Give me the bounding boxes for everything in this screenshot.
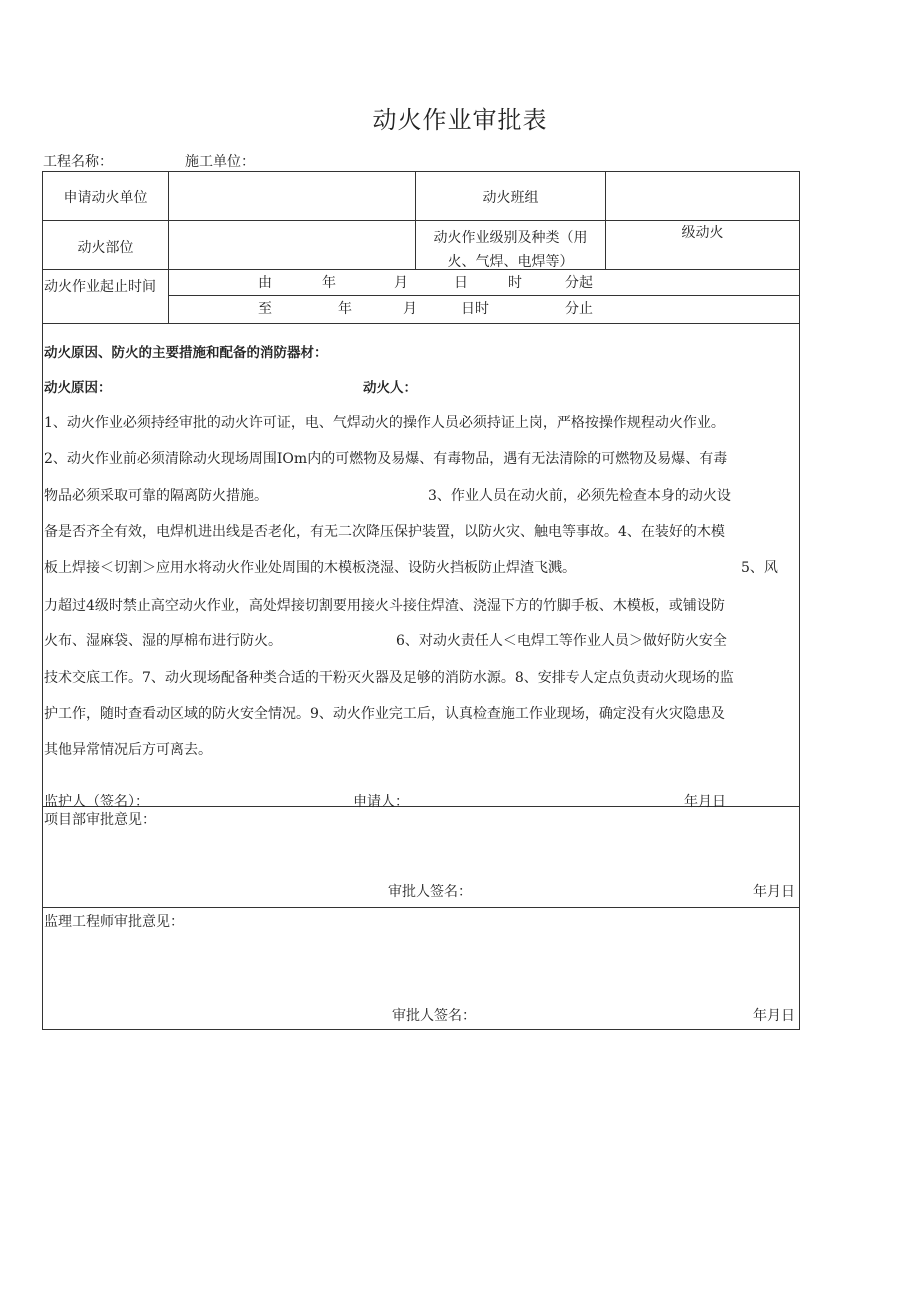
fire-person-label: 动火人：	[363, 380, 417, 396]
supervisor-approval-field[interactable]	[43, 932, 799, 997]
fire-team-label: 动火班组	[482, 190, 539, 206]
time-from-text: 由	[258, 275, 272, 291]
measure-line: 板上焊接＜切割＞应用水将动火作业处周围的木模板浇湿、设防火挡板防止焊渣飞溅。	[44, 560, 576, 576]
supervisor-signer-label: 审批人签名：	[392, 1008, 476, 1024]
measure-line: 6、对动火责任人＜电焊工等作业人员＞做好防火安全	[396, 633, 727, 649]
project-date-label: 年月日	[753, 884, 795, 900]
fire-level-type-label-2: 火、气焊、电焊等）	[447, 254, 574, 270]
apply-unit-field[interactable]	[169, 172, 415, 220]
time-from-day: 日	[454, 275, 468, 291]
measure-line: 备是否齐全有效，电焊机进出线是否老化，有无二次降压保护装置，以防火灾、触电等事故。4、在装好的木模	[44, 524, 725, 540]
fire-level-type-label-1: 动火作业级别及种类（用	[433, 230, 588, 246]
supervisor-approval-label: 监理工程师审批意见：	[44, 914, 184, 930]
time-from-hour: 时	[508, 275, 522, 291]
measure-line: 物品必须采取可靠的隔离防火措施。	[44, 488, 268, 504]
project-approval-field[interactable]	[43, 830, 799, 875]
measure-line: 1、动火作业必须持经审批的动火许可证，电、气焊动火的操作人员必须持证上岗，严格按操作规程动火作业。	[44, 415, 725, 431]
measure-line: 力超过4级时禁止高空动火作业，高处焊接切割要用接火斗接住焊渣、浇湿下方的竹脚手板、木模板，或铺设防	[44, 598, 725, 614]
time-to-minute: 分止	[565, 301, 593, 317]
supervisor-sign-label: 监护人（签名）：	[44, 794, 149, 810]
measure-line: 2、动火作业前必须清除动火现场周围IOm内的可燃物及易爆、有毒物品，遇有无法清除的可燃物及易爆、有毒	[44, 451, 728, 467]
page-title: 动火作业审批表	[372, 106, 548, 134]
measure-line: 5、风	[741, 560, 778, 576]
time-to-day-hour: 日时	[461, 301, 489, 317]
time-to-year: 年	[338, 301, 352, 317]
measure-line: 其他异常情况后方可离去。	[44, 742, 212, 758]
time-from-minute: 分起	[565, 275, 593, 291]
time-label: 动火作业起止时间	[44, 279, 156, 295]
project-signer-label: 审批人签名：	[388, 884, 472, 900]
time-from-month: 月	[394, 275, 408, 291]
measure-line: 技术交底工作。7、动火现场配备种类合适的干粉灭火器及足够的消防水源。8、安排专人定点负责动火现场的监	[44, 670, 734, 686]
time-from-year: 年	[322, 275, 336, 291]
measure-line: 护工作，随时查看动区域的防火安全情况。9、动火作业完工后，认真检查施工作业现场，确定没有火灾隐患及	[44, 706, 725, 722]
applicant-label: 申请人：	[353, 794, 409, 810]
fire-level-value[interactable]: 级动火	[681, 225, 724, 241]
apply-unit-label: 申请动火单位	[63, 190, 148, 206]
measure-line: 火布、湿麻袋、湿的厚棉布进行防火。	[44, 633, 282, 649]
construction-unit-label: 施工单位：	[185, 154, 255, 170]
fire-location-field[interactable]	[169, 221, 415, 269]
reason-label: 动火原因：	[44, 380, 112, 396]
time-to-text: 至	[258, 301, 272, 317]
project-approval-label: 项目部审批意见：	[44, 812, 156, 828]
project-name-label: 工程名称：	[43, 154, 113, 170]
supervisor-date-label: 年月日	[753, 1008, 795, 1024]
fire-team-field[interactable]	[606, 172, 799, 220]
fire-location-label: 动火部位	[77, 240, 134, 256]
measures-date-label: 年月日	[684, 794, 726, 810]
time-to-month: 月	[403, 301, 417, 317]
measures-heading: 动火原因、防火的主要措施和配备的消防器材：	[44, 345, 328, 361]
measure-line: 3、作业人员在动火前，必须先检查本身的动火设	[428, 488, 731, 504]
